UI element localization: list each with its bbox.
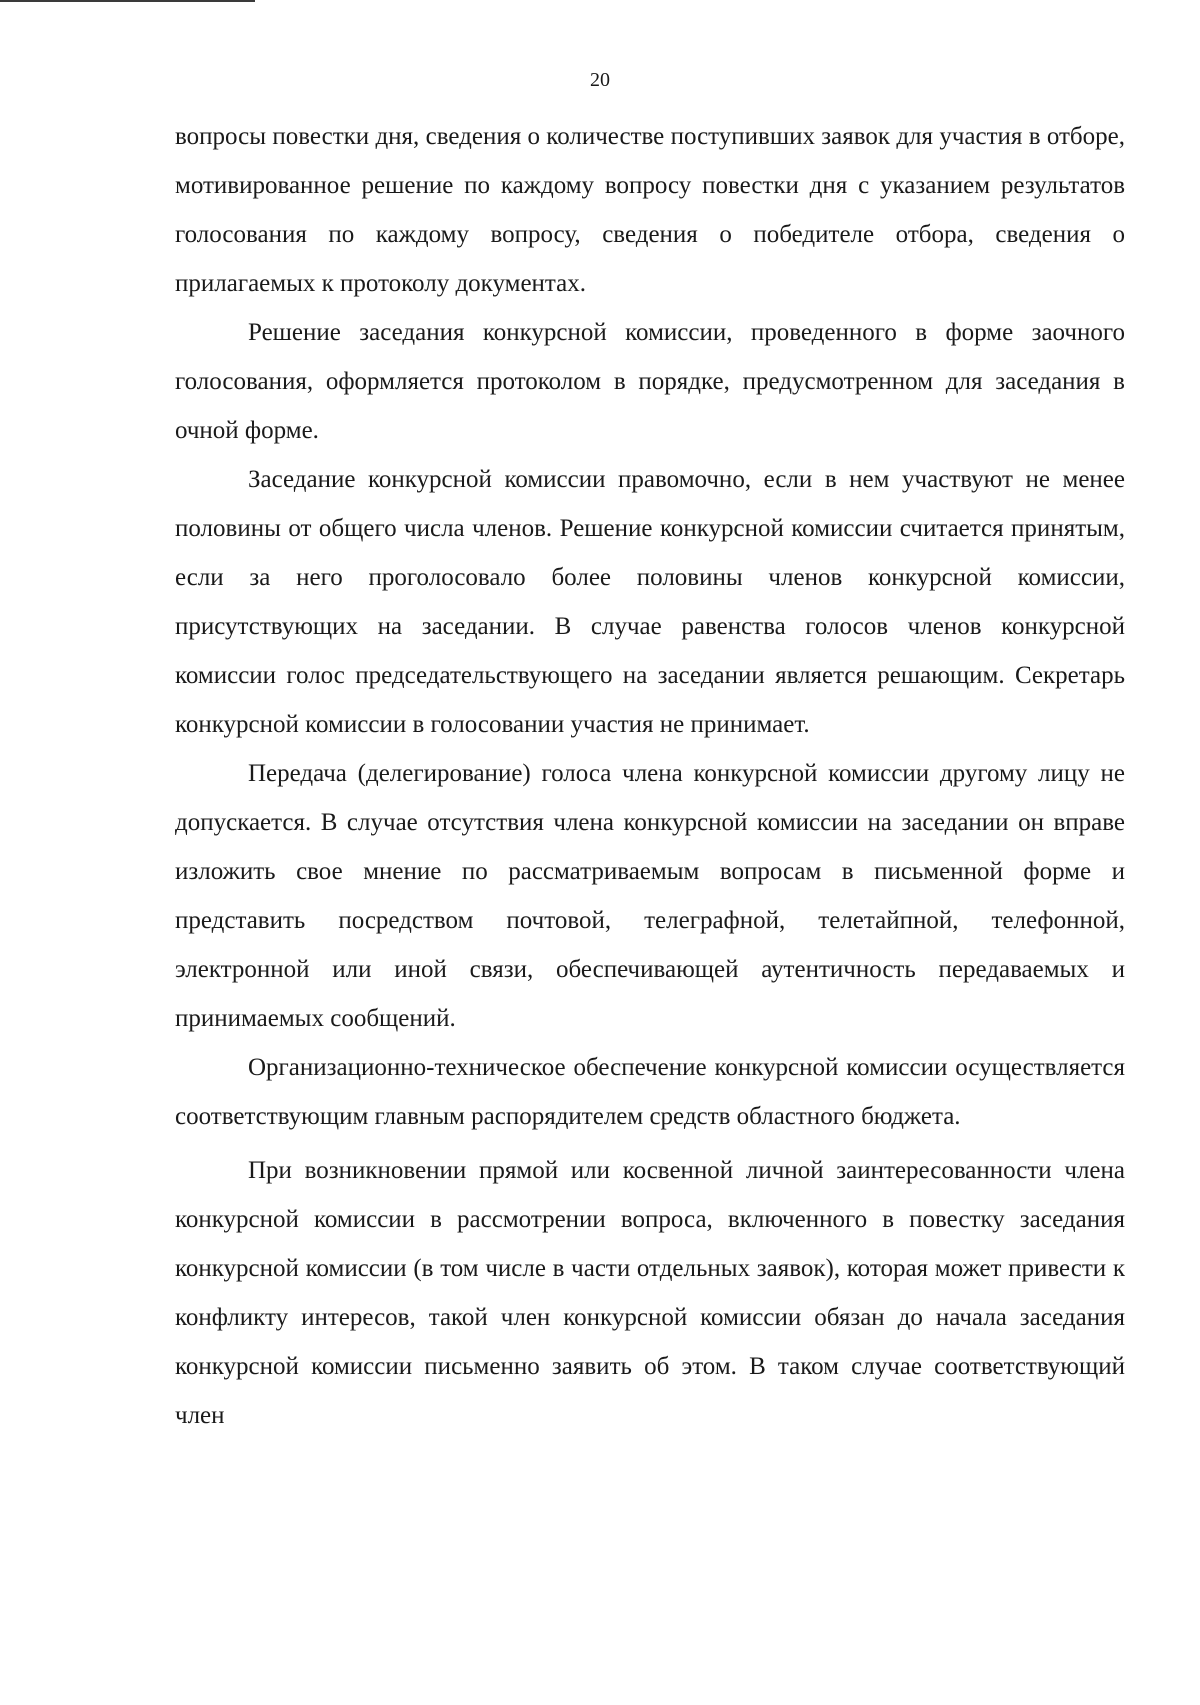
paragraph-continuation: вопросы повестки дня, сведения о количестве поступивших заявок для участия в отборе, мотивированное решение по каждому вопросу повестки дня с указанием результатов голосования по каждому вопросу, сведения о победителе отбора, сведения о прилагаемых к протоколу документах.	[175, 123, 1125, 297]
scan-edge-line	[0, 0, 255, 2]
paragraph-quorum: Заседание конкурсной комиссии правомочно, если в нем участвуют не менее половины от общего числа членов. Решение конкурсной комиссии считается принятым, если за него проголосовало более половины членов конкурсной комиссии, присутствующих на заседании. В случае равенства голосов членов конкурсной комиссии голос председательствующего на заседании является решающим. Секретарь конкурсной комиссии в голосовании участия не принимает.	[175, 466, 1125, 738]
paragraph-decision-protocol: Решение заседания конкурсной комиссии, проведенного в форме заочного голосования, оформляется протоколом в порядке, предусмотренном для заседания в очной форме.	[175, 319, 1125, 444]
paragraph-vote-delegation: Передача (делегирование) голоса члена конкурсной комиссии другому лицу не допускается. В случае отсутствия члена конкурсной комиссии на заседании он вправе изложить свое мнение по рассматриваемым вопросам в письменной форме и представить посредством почтовой, телеграфной, телетайпной, телефонной, электронной или иной связи, обеспечивающей аутентичность передаваемых и принимаемых сообщений.	[175, 760, 1125, 1032]
paragraph-organizational-support: Организационно-техническое обеспечение конкурсной комиссии осуществляется соответствующим главным распорядителем средств областного бюджета.	[175, 1054, 1125, 1130]
page-number: 20	[590, 69, 610, 91]
paragraph-conflict-of-interest: При возникновении прямой или косвенной личной заинтересованности члена конкурсной комиссии в рассмотрении вопроса, включенного в повестку заседания конкурсной комиссии (в том числе в части отдельных заявок), которая может привести к конфликту интересов, такой член конкурсной комиссии обязан до начала заседания конкурсной комиссии письменно заявить об этом. В таком случае соответствующий член	[175, 1157, 1125, 1429]
document-body	[175, 112, 1125, 1440]
